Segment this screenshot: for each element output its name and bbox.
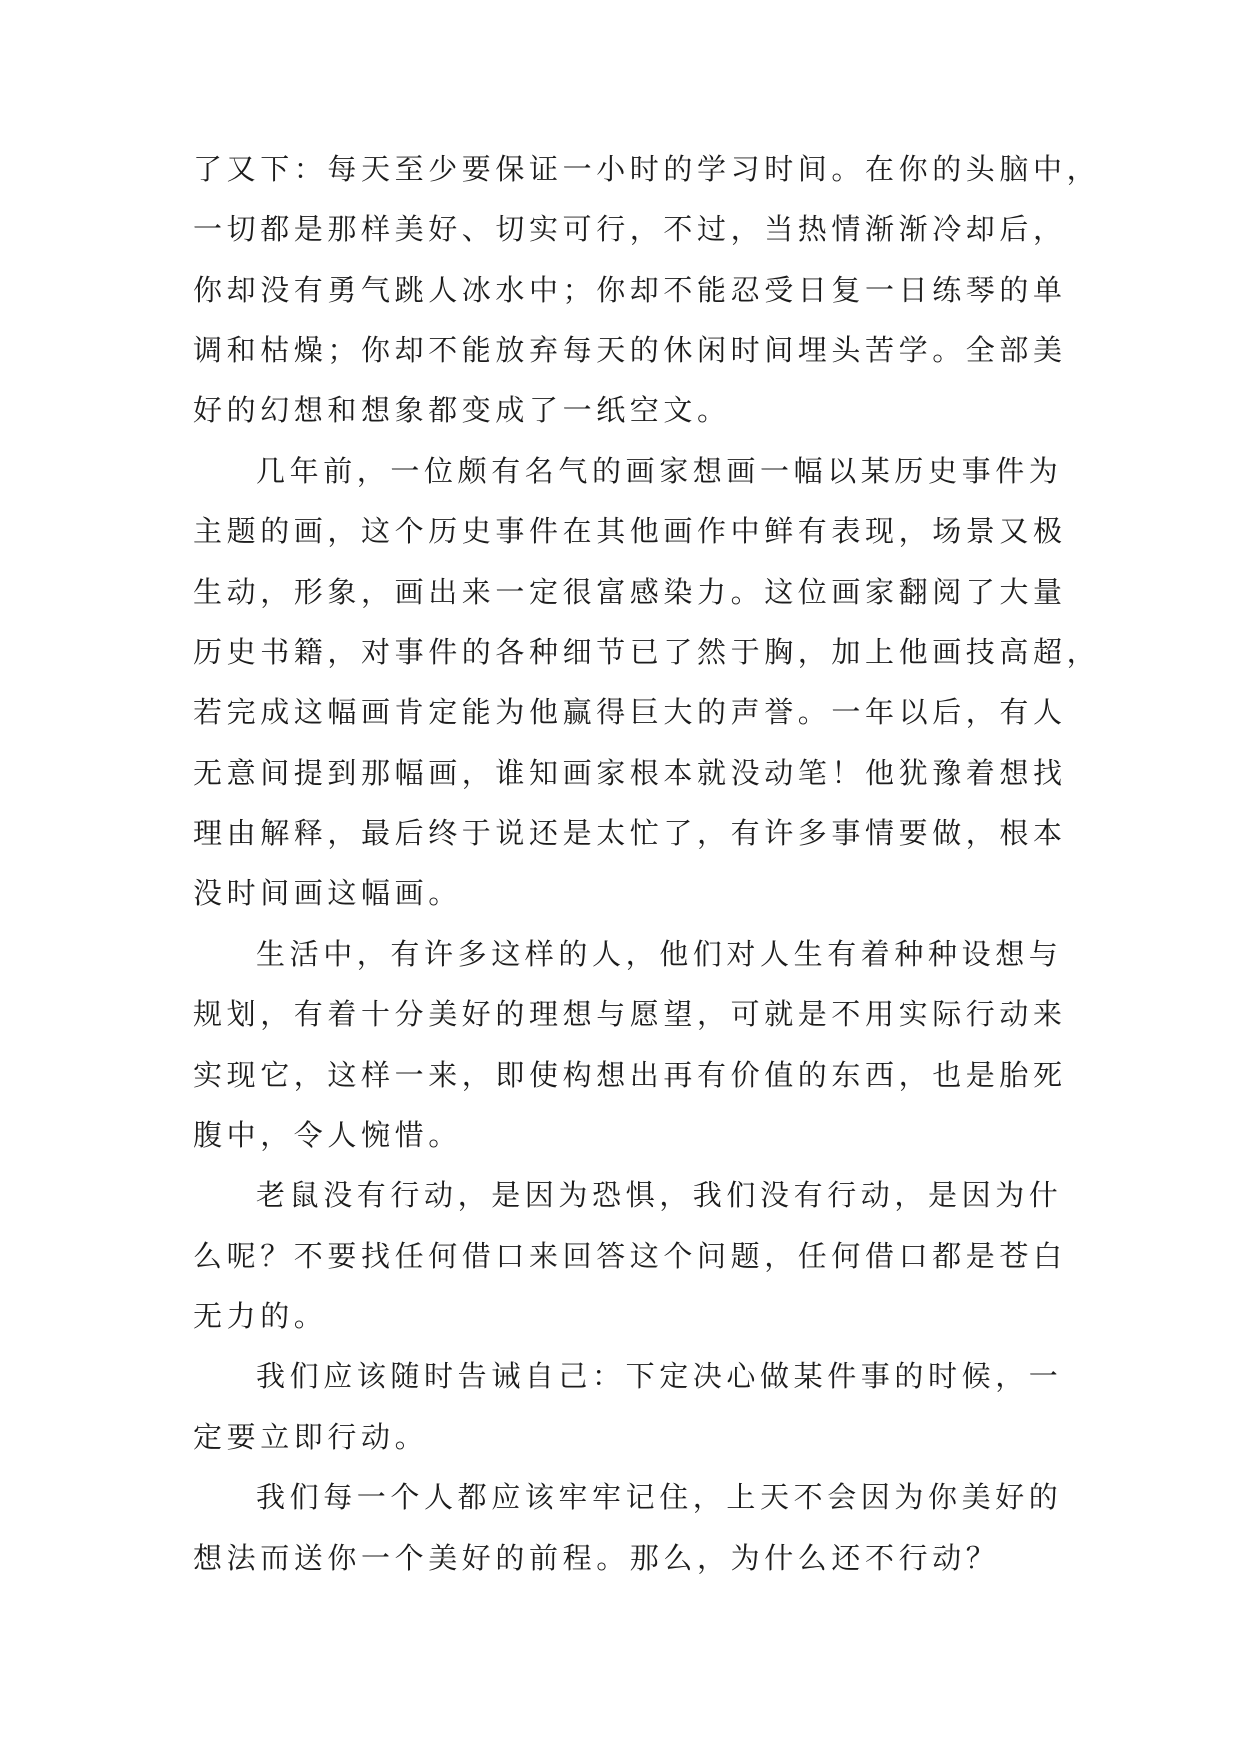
paragraph-line: 我们每一个人都应该牢牢记住，上天不会因为你美好的 [256, 1480, 1063, 1514]
paragraph-line: 腹中，令人惋惜。 [193, 1118, 462, 1152]
paragraph-line: 你却没有勇气跳人冰水中；你却不能忍受日复一日练琴的单 [193, 273, 1067, 307]
paragraph-line: 了又下：每天至少要保证一小时的学习时间。在你的头脑中， [193, 152, 1101, 186]
paragraph-line: 生活中，有许多这样的人，他们对人生有着种种设想与 [256, 937, 1063, 971]
paragraph-line: 理由解释，最后终于说还是太忙了，有许多事情要做，根本 [193, 816, 1067, 850]
paragraph-line: 好的幻想和想象都变成了一纸空文。 [193, 393, 731, 427]
paragraph-line: 无意间提到那幅画，谁知画家根本就没动笔！他犹豫着想找 [193, 756, 1067, 790]
paragraph-line: 生动，形象，画出来一定很富感染力。这位画家翻阅了大量 [193, 575, 1067, 609]
paragraph-line: 规划，有着十分美好的理想与愿望，可就是不用实际行动来 [193, 997, 1067, 1031]
paragraph-line: 老鼠没有行动，是因为恐惧，我们没有行动，是因为什 [256, 1178, 1063, 1212]
paragraph-line: 想法而送你一个美好的前程。那么，为什么还不行动？ [193, 1541, 1000, 1575]
paragraph-line: 一切都是那样美好、切实可行，不过，当热情渐渐冷却后， [193, 212, 1067, 246]
paragraph-line: 若完成这幅画肯定能为他赢得巨大的声誉。一年以后，有人 [193, 695, 1067, 729]
paragraph-line: 实现它，这样一来，即使构想出再有价值的东西，也是胎死 [193, 1058, 1067, 1092]
paragraph-line: 定要立即行动。 [193, 1420, 429, 1454]
paragraph-line: 我们应该随时告诫自己：下定决心做某件事的时候，一 [256, 1359, 1063, 1393]
paragraph-line: 历史书籍，对事件的各种细节已了然于胸，加上他画技高超， [193, 635, 1101, 669]
paragraph-line: 几年前，一位颇有名气的画家想画一幅以某历史事件为 [256, 454, 1063, 488]
paragraph-line: 没时间画这幅画。 [193, 876, 462, 910]
paragraph-line: 调和枯燥；你却不能放弃每天的休闲时间埋头苦学。全部美 [193, 333, 1067, 367]
paragraph-line: 么呢？不要找任何借口来回答这个问题，任何借口都是苍白 [193, 1239, 1067, 1273]
paragraph-line: 主题的画，这个历史事件在其他画作中鲜有表现，场景又极 [193, 514, 1067, 548]
paragraph-line: 无力的。 [193, 1299, 328, 1333]
